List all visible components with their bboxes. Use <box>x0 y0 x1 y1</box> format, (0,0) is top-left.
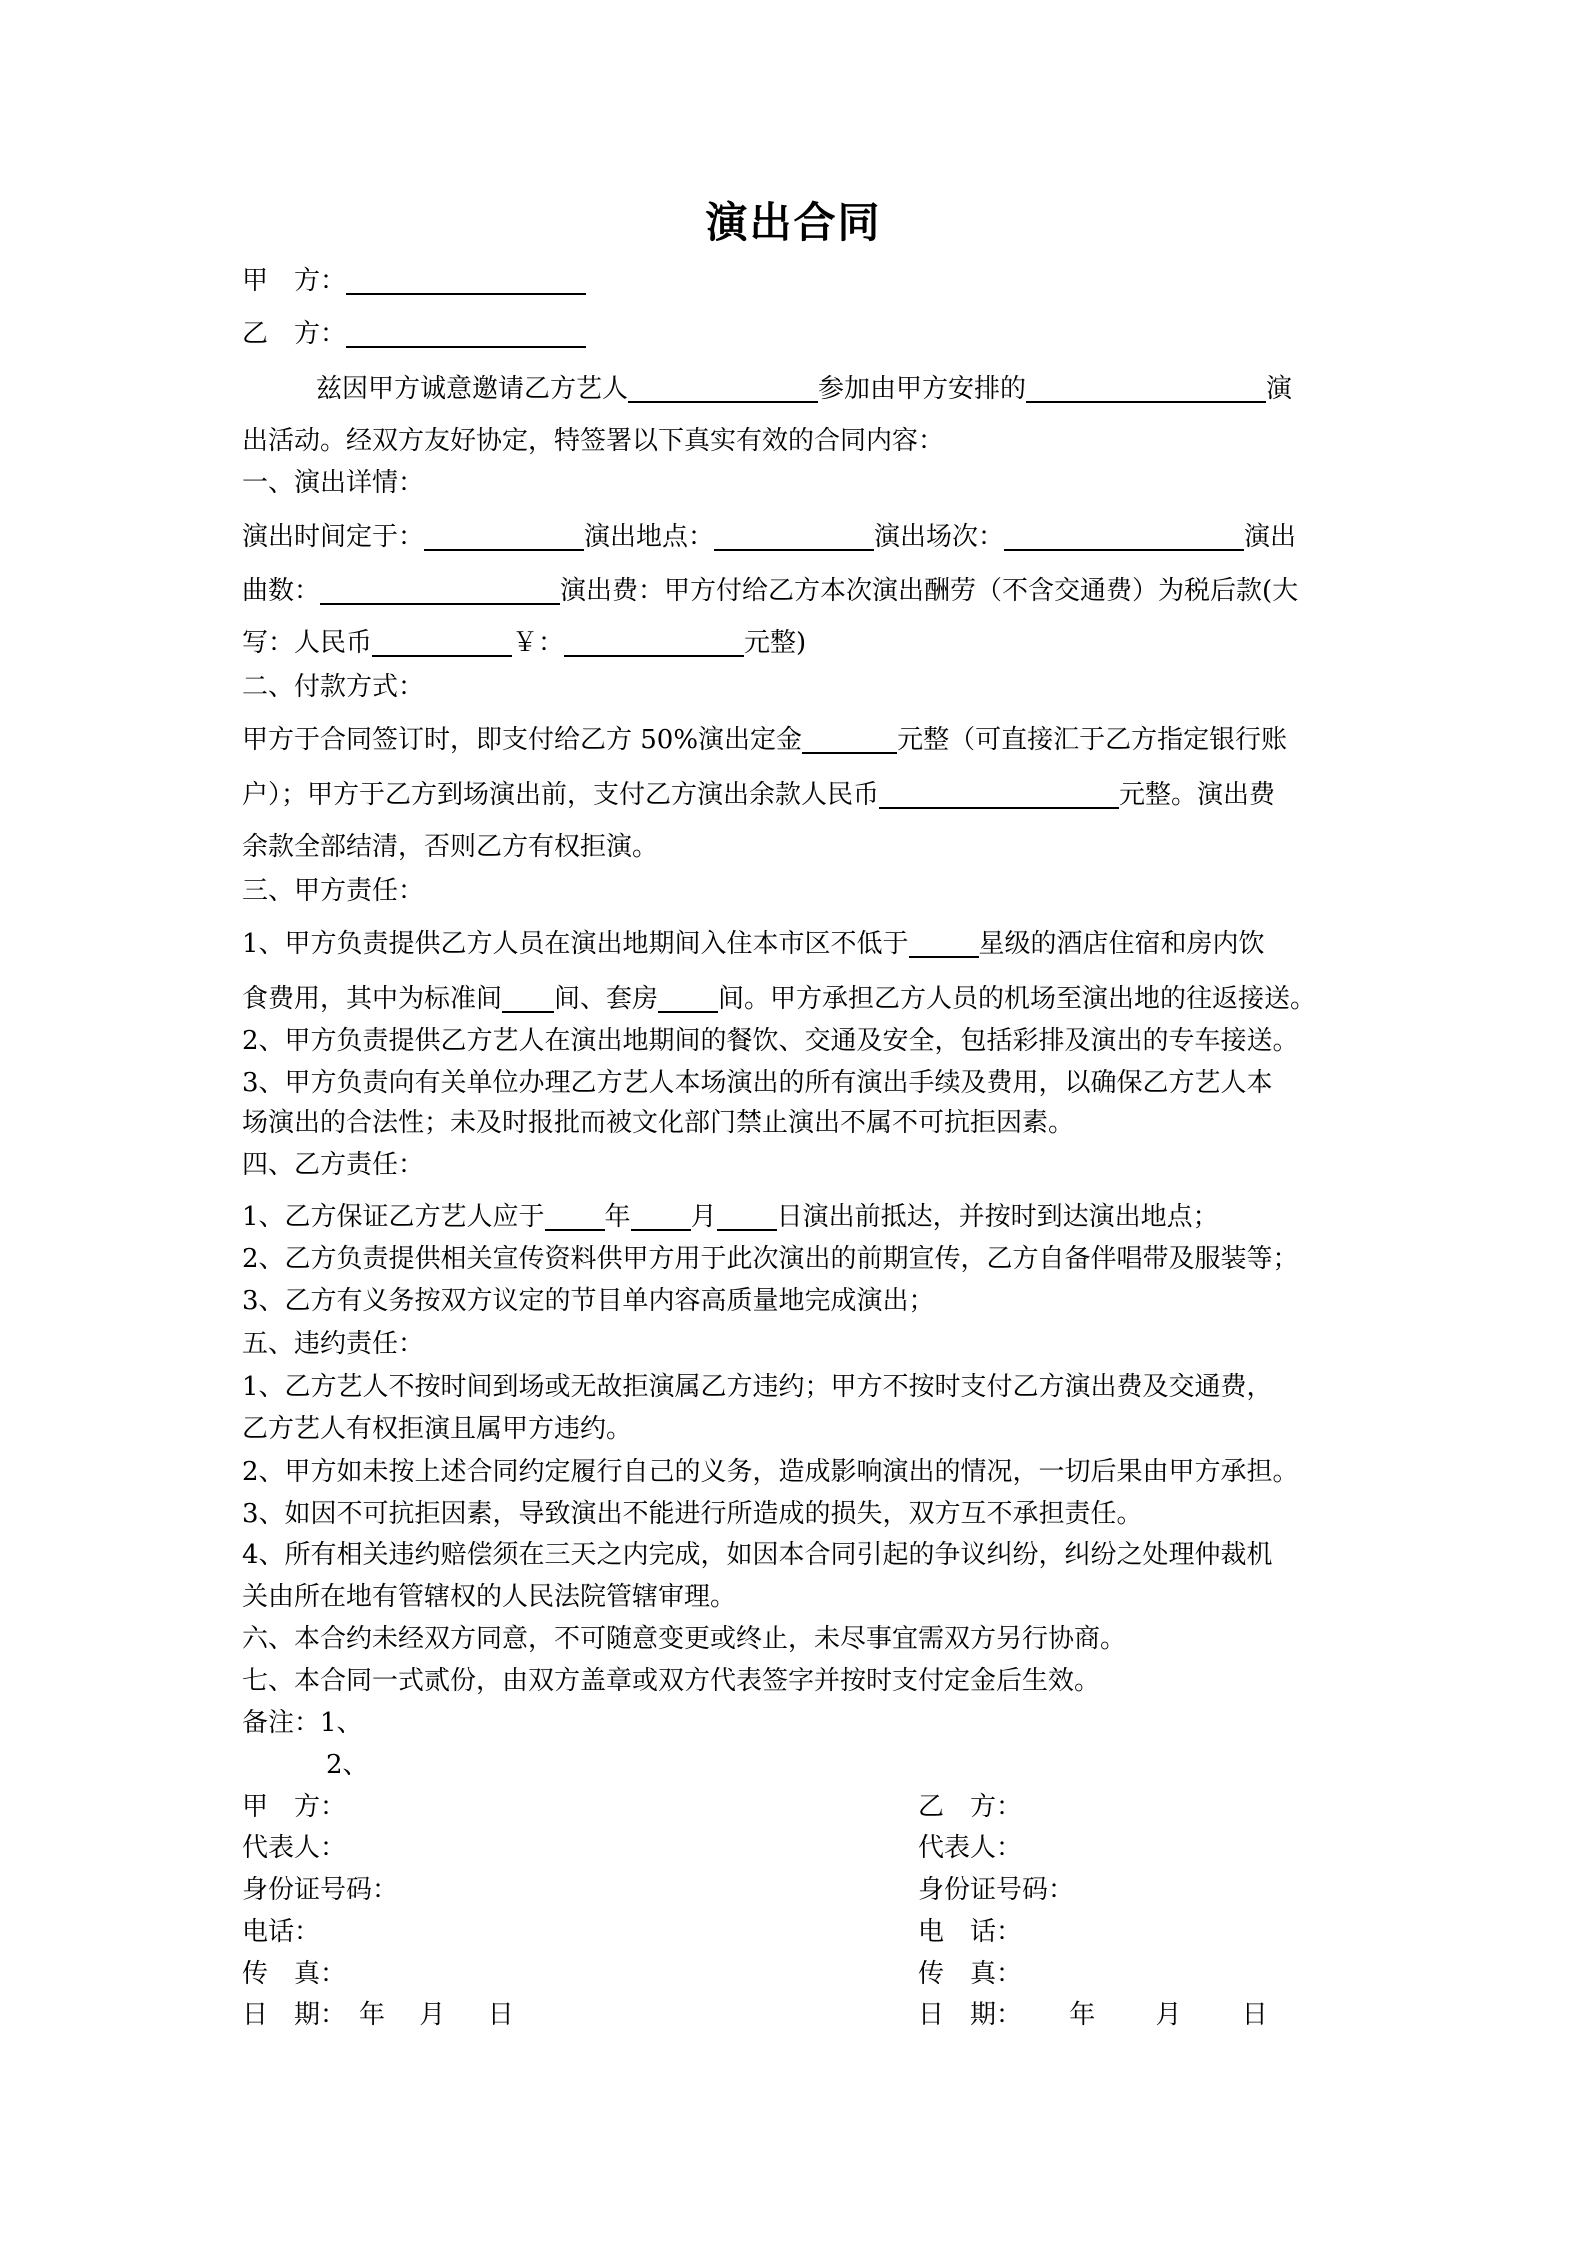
standard-room-blank <box>502 983 554 1013</box>
section-1-line-3: 写：人民币 ￥： 元整) <box>242 628 807 658</box>
section-3-item-2: 2、甲方负责提供乙方艺人在演出地期间的餐饮、交通及安全，包括彩排及演出的专车接送。 <box>242 1026 1299 1056</box>
section-2-heading: 二、付款方式： <box>242 672 425 702</box>
sign-a-rep: 代表人： <box>242 1833 347 1863</box>
section-4-heading: 四、乙方责任： <box>242 1150 425 1180</box>
party-b-blank <box>346 318 586 348</box>
document-title: 演出合同 <box>705 198 882 247</box>
amount-number-blank <box>564 627 744 657</box>
venue-blank <box>714 521 874 551</box>
amount-words-blank <box>372 627 512 657</box>
party-a-blank <box>346 265 586 295</box>
section-7: 七、本合同一式贰份，由双方盖章或双方代表签字并按时支付定金后生效。 <box>242 1666 1101 1696</box>
section-5-heading: 五、违约责任： <box>242 1329 425 1359</box>
party-b-line: 乙 方： <box>242 317 586 351</box>
section-2-line-3: 余款全部结清，否则乙方有权拒演。 <box>242 832 659 862</box>
intro-line-1: 兹因甲方诚意邀请乙方艺人 参加由甲方安排的 演 <box>316 374 1293 404</box>
hotel-star-blank <box>909 928 979 958</box>
year-blank <box>545 1201 605 1231</box>
section-3-item-3-cont: 场演出的合法性；未及时报批而被文化部门禁止演出不属不可抗拒因素。 <box>242 1108 1075 1138</box>
section-6: 六、本合约未经双方同意，不可随意变更或终止，未尽事宜需双方另行协商。 <box>242 1624 1127 1654</box>
section-3-item-1-cont: 食费用，其中为标准间 间、套房 间。甲方承担乙方人员的机场至演出地的往返接送。 <box>242 984 1317 1014</box>
event-blank <box>1026 373 1266 403</box>
balance-blank <box>879 779 1119 809</box>
sign-b-rep: 代表人： <box>918 1833 1023 1863</box>
section-4-item-1: 1、乙方保证乙方艺人应于 年 月 日演出前抵达，并按时到达演出地点； <box>242 1202 1219 1232</box>
section-4-item-3: 3、乙方有义务按双方议定的节目单内容高质量地完成演出； <box>242 1286 935 1316</box>
sign-b-date: 日 期： 年 月 日 <box>918 2000 1268 2030</box>
section-3-heading: 三、甲方责任： <box>242 876 425 906</box>
sessions-blank <box>1004 521 1244 551</box>
sign-a-id: 身份证号码： <box>242 1875 399 1905</box>
notes-item-2: 2、 <box>326 1750 369 1780</box>
sign-a-fax: 传 真： <box>242 1959 347 1989</box>
section-5-item-1-cont: 乙方艺人有权拒演且属甲方违约。 <box>242 1414 633 1444</box>
sign-a-phone: 电话： <box>242 1917 321 1947</box>
sign-b-id: 身份证号码： <box>918 1875 1075 1905</box>
party-a-line: 甲 方： <box>242 264 586 298</box>
sign-a-party: 甲 方： <box>242 1792 347 1822</box>
section-2-line-1: 甲方于合同签订时，即支付给乙方 50%演出定金 元整（可直接汇于乙方指定银行账 <box>242 725 1288 755</box>
section-5-item-1: 1、乙方艺人不按时间到场或无故拒演属乙方违约；甲方不按时支付乙方演出费及交通费， <box>242 1372 1273 1402</box>
sign-a-date: 日 期： 年 月 日 <box>242 2000 514 2030</box>
section-5-item-4: 4、所有相关违约赔偿须在三天之内完成，如因本合同引起的争议纠纷，纠纷之处理仲裁机 <box>242 1540 1273 1570</box>
section-4-item-2: 2、乙方负责提供相关宣传资料供甲方用于此次演出的前期宣传，乙方自备伴唱带及服装等； <box>242 1244 1299 1274</box>
section-5-item-2: 2、甲方如未按上述合同约定履行自己的义务，造成影响演出的情况，一切后果由甲方承担。 <box>242 1457 1299 1487</box>
time-blank <box>424 521 584 551</box>
suite-blank <box>658 983 718 1013</box>
sign-b-party: 乙 方： <box>918 1792 1023 1822</box>
notes-label: 备注：1、 <box>242 1708 363 1738</box>
section-1-line-2: 曲数： 演出费：甲方付给乙方本次演出酬劳（不含交通费）为税后款(大 <box>242 576 1299 606</box>
section-1-line-1: 演出时间定于： 演出地点： 演出场次： 演出 <box>242 522 1297 552</box>
section-2-line-2: 户）；甲方于乙方到场演出前，支付乙方演出余款人民币 元整。演出费 <box>242 780 1276 810</box>
sign-b-phone: 电 话： <box>918 1917 1023 1947</box>
section-3-item-1: 1、甲方负责提供乙方人员在演出地期间入住本市区不低于 星级的酒店住宿和房内饮 <box>242 929 1265 959</box>
section-5-item-4-cont: 关由所在地有管辖权的人民法院管辖审理。 <box>242 1582 737 1612</box>
day-blank <box>717 1201 777 1231</box>
songs-blank <box>320 575 560 605</box>
intro-line-2: 出活动。经双方友好协定，特签署以下真实有效的合同内容： <box>242 426 945 456</box>
sign-b-fax: 传 真： <box>918 1959 1023 1989</box>
section-5-item-3: 3、如因不可抗拒因素，导致演出不能进行所造成的损失，双方互不承担责任。 <box>242 1499 1143 1529</box>
section-1-heading: 一、演出详情： <box>242 468 425 498</box>
artist-blank <box>628 373 818 403</box>
section-3-item-3: 3、甲方负责向有关单位办理乙方艺人本场演出的所有演出手续及费用，以确保乙方艺人本 <box>242 1068 1273 1098</box>
month-blank <box>631 1201 691 1231</box>
deposit-blank <box>802 724 897 754</box>
